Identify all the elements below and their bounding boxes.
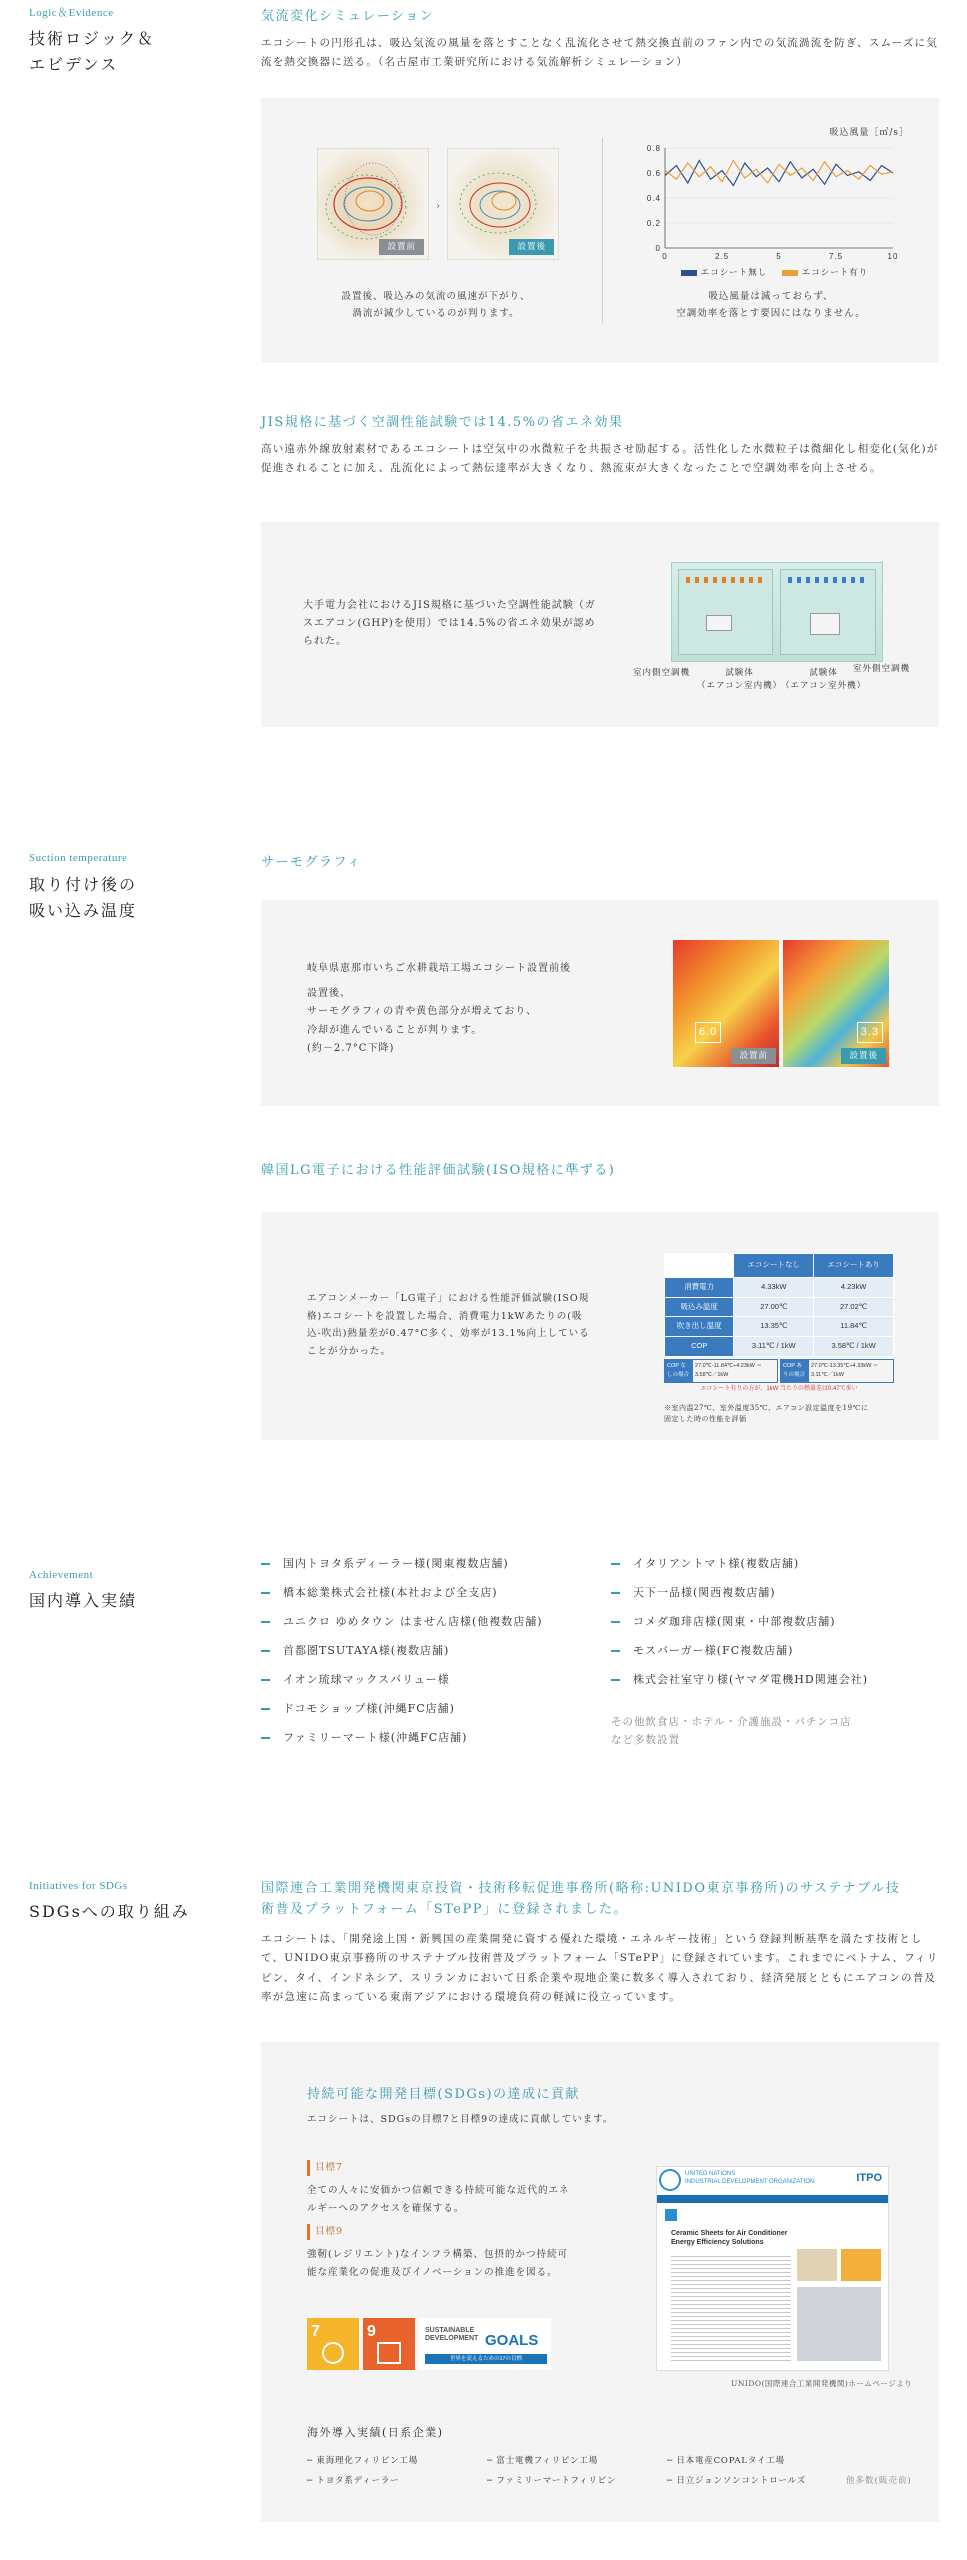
unido-header	[685, 2171, 814, 2187]
overseas-item: ─ ファミリーマートフィリピン	[487, 2476, 617, 2486]
y-tick-label: 0.2	[646, 219, 661, 228]
sdgs-box	[261, 2042, 939, 2522]
achievement-item: 株式会社室守り様(ヤマダ電機HD関連会社)	[611, 1671, 868, 1690]
x-tick-label: 0	[662, 252, 668, 261]
overseas-item: ─ 東海理化フィリピン工場	[307, 2456, 419, 2466]
lab-label-outdoor-ac: 室外側空調機	[853, 664, 911, 674]
caption-line: 空調効率を落とす要因にはなりません。	[676, 308, 866, 320]
lab-indoor-unit	[706, 615, 732, 631]
x-tick-label: 7.5	[828, 252, 844, 261]
table-header-row	[665, 1254, 894, 1278]
airflow-chart	[639, 126, 909, 286]
lg-text: エアコンメーカー「LG電子」における性能評価試験(ISO規格)エコシートを設置した場合、消費電力1kWあたりの(吸込-吹出)熱量差が0.47°C多く、効率が13.1%向上していることが分かった。	[307, 1293, 590, 1357]
lab-cool-dots	[788, 577, 868, 583]
text-line: 岐阜県恵那市いちご水耕栽培工場エコシート設置前後	[307, 963, 571, 974]
stepp-logo	[665, 2209, 677, 2221]
achievement-item: コメダ珈琲店様(関東・中部複数店舗)	[611, 1613, 836, 1632]
table-cell: 27.00℃	[734, 1297, 814, 1317]
chart-caption	[631, 288, 911, 322]
table-row	[665, 1337, 894, 1357]
sim-title: 気流変化シミュレーション	[261, 9, 435, 24]
y-tick-label: 0.6	[646, 169, 661, 178]
table-cell: 4.33kW	[734, 1277, 814, 1297]
achievement-item: ファミリーマート様(沖縄FC店舗)	[261, 1729, 467, 1748]
temp-readout-after: 3.3	[857, 1022, 883, 1043]
goal-7-label: 目標7	[307, 2160, 577, 2176]
section-en-logic: Logic＆Evidence	[29, 7, 114, 19]
section-title-line: エビデンス	[29, 55, 119, 75]
doc-photo-3	[797, 2287, 881, 2361]
temp-readout-before: 6.0	[695, 1022, 721, 1043]
tag-before: 設置前	[731, 1048, 776, 1064]
achievement-other	[611, 1713, 851, 1750]
unido-line: INDUSTRIAL DEVELOPMENT ORGANIZATION	[685, 2178, 815, 2185]
legend-label: エコシート有り	[801, 268, 869, 278]
table-row	[665, 1297, 894, 1317]
section-en-suction: Suction temperature	[29, 852, 128, 864]
legend-swatch	[782, 270, 798, 276]
jis-box	[261, 522, 939, 727]
cop-label: COP ありの場合	[781, 1360, 809, 1383]
sim-box	[261, 98, 939, 363]
section-title-line: 取り付け後の	[29, 875, 138, 894]
tag-after: 設置後	[841, 1048, 886, 1064]
headline-line: 術普及プラットフォーム「STePP」に登録されました。	[261, 1902, 628, 1918]
lab-outdoor-unit	[810, 613, 840, 635]
achievement-item: モスバーガー様(FC複数店舗)	[611, 1642, 793, 1661]
goal-9	[307, 2224, 577, 2281]
lab-heat-dots	[686, 577, 766, 583]
table-header-cell	[665, 1254, 734, 1278]
divider	[602, 138, 603, 323]
sdg-goal-9-icon	[363, 2318, 415, 2370]
thermo-title: サーモグラフィ	[261, 855, 362, 870]
section-title-logic	[29, 26, 155, 79]
doc-photo-1	[797, 2249, 837, 2281]
sdgs-box-title: 持続可能な開発目標(SDGs)の達成に貢献	[307, 2087, 581, 2102]
section-title-line: 技術ロジック＆	[29, 29, 156, 48]
table-header-cell: エコシートなし	[734, 1254, 814, 1278]
table-row-label: COP	[665, 1337, 734, 1357]
thermo-box	[261, 900, 939, 1106]
sim-text: エコシートの円形孔は、吸込気流の風量を落とすことなく乱流化させて熱交換直前のファン内での気流渦流を防ぎ、スムーズに気流を熱交換器に送る。（名古屋市工業研究所における気流解析シミュレーション）	[261, 37, 938, 69]
table-row	[665, 1277, 894, 1297]
x-tick-label: 2.5	[714, 252, 730, 261]
legend-swatch	[681, 270, 697, 276]
table-row-label: 吸込み温度	[665, 1297, 734, 1317]
goal-7-text: 全ての人々に安価かつ信頼できる持続可能な近代的エネルギーへのアクセスを確保する。	[307, 2185, 570, 2214]
lg-title: 韓国LG電子における性能評価試験(ISO規格に準ずる)	[261, 1163, 616, 1178]
sdg-logo-sub: 世界を変えるための17の目標	[425, 2354, 547, 2364]
lab-label-indoor-ac: 室内側空調機	[633, 668, 691, 678]
sdgs-text: エコシートは、「開発途上国・新興国の産業開発に資する優れた環境・エネルギー技術」という登録判断基準を満たす技術として、UNIDO東京事務所のサステナブル技術普及プラットフォーム「STePP」に登録されています。これまでにベトナム、フィリピン、タイ、インドネシア、スリランカにおいて日系企業や現地企業に数多く導入されており、経済発展とともにエアコンの普及率が急速に高まっている東南アジアにおける環境負荷の軽減に役立っています。	[261, 1933, 939, 2004]
airflow-before-image	[317, 148, 429, 260]
text-line: 設置後、	[307, 987, 351, 999]
lg-box	[261, 1212, 939, 1440]
y-tick-label: 0.4	[646, 194, 661, 203]
note-red: エコシート有りの方が、1kW 当たりの熱量差は0.47℃多い	[700, 1386, 858, 1393]
section-title-suction	[29, 872, 137, 925]
doc-text-placeholder	[671, 2253, 791, 2363]
legend-label: エコシート無し	[700, 268, 768, 278]
table-cell: 3.58℃ / 1kW	[814, 1337, 894, 1357]
note-line: ※室内温27℃、室外温度35℃、エアコン設定温度を19℃に	[664, 1403, 869, 1412]
doc-title-line: Energy Efficiency Solutions	[671, 2239, 764, 2247]
label-line: 試験体	[725, 668, 754, 678]
chart-svg	[639, 140, 909, 280]
sdg-logo	[419, 2318, 551, 2370]
achievement-item: ドコモショップ様(沖縄FC店舗)	[261, 1700, 455, 1719]
airflow-after-image	[447, 148, 559, 260]
achievement-item: 天下一品様(関西複数店舗)	[611, 1584, 776, 1603]
section-title-line: 吸い込み温度	[29, 901, 138, 921]
sdg-logo-text: SUSTAINABLE DEVELOPMENT	[425, 2327, 479, 2343]
overseas-item: ─ 日立ジョンソンコントロールズ	[667, 2476, 807, 2486]
label-line: （エアコン室内機）	[697, 680, 783, 691]
achievement-item: 首都圏TSUTAYA様(複数店舗)	[261, 1642, 449, 1661]
overseas-item: ─ トヨタ系ディーラー	[307, 2476, 400, 2486]
itpo-logo: ITPO	[856, 2172, 882, 2184]
table-note	[664, 1403, 894, 1425]
y-tick-label: 0.8	[646, 144, 661, 153]
text-line: サーモグラフィの青や黄色部分が増えており、	[307, 1006, 538, 1017]
thermo-after-image	[783, 940, 889, 1067]
sdgs-box-sub: エコシートは、SDGsの目標7と目標9の達成に貢献しています。	[307, 2114, 614, 2125]
unido-doc-title	[671, 2229, 787, 2248]
unido-line: UNITED NATIONS	[685, 2171, 736, 2177]
text-line: (約－2.7°C下降)	[307, 1043, 395, 1054]
airflow-caption	[301, 288, 571, 322]
lab-diagram	[671, 562, 883, 662]
table-cell: 4.23kW	[814, 1277, 894, 1297]
table-cell: 11.84℃	[814, 1317, 894, 1337]
table-row-label: 消費電力	[665, 1277, 734, 1297]
table-cell: 13.35℃	[734, 1317, 814, 1337]
note-line: 固定した時の性能を評価	[664, 1414, 747, 1423]
achievement-item: イタリアントマト様(複数店舗)	[611, 1555, 799, 1574]
cop-calc-b	[780, 1359, 894, 1384]
table-row-label: 吹き出し温度	[665, 1317, 734, 1337]
lab-label-test-indoor	[697, 667, 782, 693]
table-cell: 27.02℃	[814, 1297, 894, 1317]
label-line: 試験体	[809, 668, 838, 678]
doc-title-line: Ceramic Sheets for Air Conditioner	[671, 2230, 788, 2237]
sdg-goal-7-icon	[307, 2318, 359, 2370]
caption-line: 設置後、吸込みの気流の風速が下がり、	[341, 291, 531, 302]
other-line: など多数設置	[611, 1734, 680, 1747]
section-en-achievement: Achievement	[29, 1569, 94, 1581]
label-line: （エアコン室外機）	[781, 680, 867, 691]
chart-legend	[681, 266, 868, 280]
other-line: その他飲食店・ホテル・介護施設・パチンコ店	[611, 1716, 852, 1728]
doc-photo-2	[841, 2249, 881, 2281]
cop-calc: 27.0℃-11.84℃÷4.23kW ＝3.58℃／1kW	[694, 1362, 762, 1379]
icon-number: 9	[367, 2323, 377, 2340]
overseas-item: ─ 富士電機フィリピン工場	[487, 2456, 599, 2466]
tag-before: 設置前	[379, 239, 424, 255]
chevron-right-icon: ›	[436, 201, 441, 212]
table-header-cell: エコシートあり	[814, 1254, 894, 1278]
achievement-item: 橋本総業株式会社様(本社および全支店)	[261, 1584, 498, 1603]
table-row	[665, 1317, 894, 1337]
achievement-item: 国内トヨタ系ディーラー様(関東複数店舗)	[261, 1555, 509, 1574]
goal-7	[307, 2160, 577, 2217]
cop-calc-row	[664, 1359, 894, 1384]
sun-icon	[322, 2342, 344, 2364]
caption-line: 吸込風量は減っておらず、	[708, 291, 834, 302]
cop-calc-a	[664, 1359, 778, 1384]
y-tick-label: 0	[655, 244, 661, 253]
jis-title: JIS規格に基づく空調性能試験では14.5%の省エネ効果	[261, 415, 624, 430]
unido-page-screenshot	[656, 2166, 889, 2371]
section-title-sdgs: SDGsへの取り組み	[29, 1902, 190, 1921]
un-emblem-icon	[659, 2169, 681, 2191]
thermo-before-image	[673, 940, 779, 1067]
sdgs-headline	[261, 1878, 951, 1921]
headline-line: 国際連合工業開発機関東京投資・技術移転促進事務所(略称:UNIDO東京事務所)のサステナブル技	[261, 1881, 901, 1896]
goal-9-label: 目標9	[307, 2224, 577, 2240]
overseas-item: ─ 日本電産COPALタイ工場	[667, 2456, 785, 2466]
lg-results-table	[664, 1253, 894, 1425]
achievement-item: イオン琉球マックスバリュー様	[261, 1671, 450, 1690]
sdg-logo-goals: GOALS	[485, 2332, 539, 2349]
table-cell: 3.11℃ / 1kW	[734, 1337, 814, 1357]
chart-title: 吸込風量［㎥/s］	[829, 128, 909, 138]
overseas-other: 他多数(販売前)	[846, 2476, 912, 2486]
icon-number: 7	[311, 2323, 321, 2340]
cop-calc: 27.0℃-13.35℃÷4.33kW ＝3.11℃／1kW	[810, 1362, 879, 1379]
section-en-sdgs: Initiatives for SDGs	[29, 1880, 128, 1892]
x-tick-label: 5	[776, 252, 782, 261]
unido-caption: UNIDO(国際連合工業開発機関)ホームページより	[731, 2379, 913, 2388]
overseas-title: 海外導入実績(日系企業)	[307, 2426, 444, 2439]
results-table	[664, 1253, 894, 1357]
unido-nav-bar	[657, 2195, 888, 2203]
goal-9-text: 強靭(レジリエント)なインフラ構築、包摂的かつ持続可能な産業化の促進及びイノベーションの推進を図る。	[307, 2249, 568, 2278]
achievement-item: ユニクロ ゆめタウン はません店様(他複数店舗)	[261, 1613, 543, 1632]
thermo-text	[307, 960, 607, 1059]
caption-line: 渦流が減少しているのが判ります。	[352, 308, 520, 320]
jis-text: 高い遠赤外線放射素材であるエコシートは空気中の水微粒子を共振させ励起する。活性化した水微粒子は微細化し相変化(気化)が促進されることに加え、乱流化によって熱伝達率が大きくなり、熱流束が大きくなったことで空調効率を向上させる。	[261, 443, 939, 475]
x-tick-label: 10	[887, 252, 899, 261]
jis-box-text: 大手電力会社におけるJIS規格に基づいた空調性能試験（ガスエアコン(GHP)を使用）では14.5%の省エネ効果が認められた。	[303, 600, 596, 647]
section-title-achievement: 国内導入実績	[29, 1591, 138, 1610]
text-line: 冷却が進んでいることが判ります。	[307, 1024, 483, 1036]
cube-icon	[377, 2342, 401, 2364]
cop-label: COP なしの場合	[665, 1360, 693, 1383]
tag-after: 設置後	[509, 239, 554, 255]
